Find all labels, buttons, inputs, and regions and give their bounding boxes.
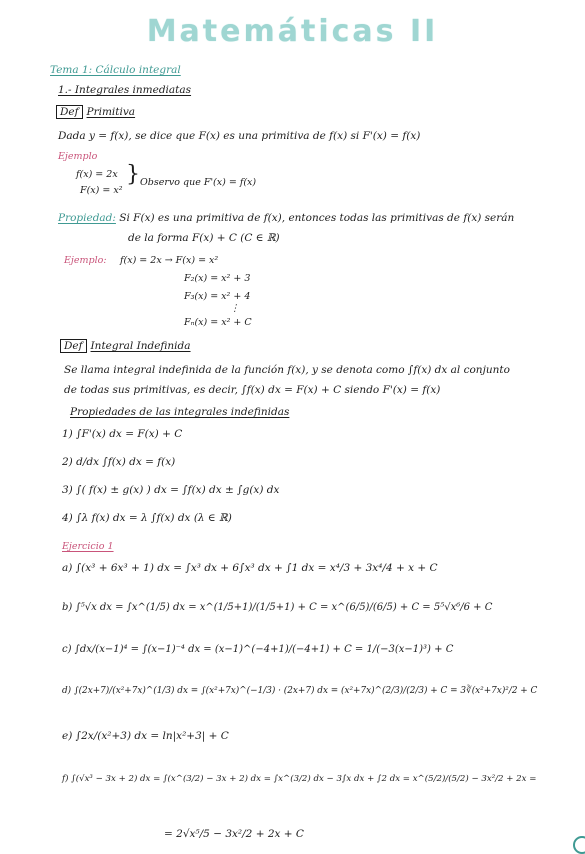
ejercicio-d: d) ∫(2x+7)/(x²+7x)^(1/3) dx = ∫(x²+7x)^(−1/3) · (2x+7) dx = (x²+7x)^(2/3)/(2/3) + C = 3∛(x²+7x)²/2 + C [62, 686, 538, 696]
propiedad-item-2: 2) d/dx ∫f(x) dx = f(x) [62, 456, 176, 468]
ejercicio-c: c) ∫dx/(x−1)⁴ = ∫(x−1)⁻⁴ dx = (x−1)^(−4+1)/(−4+1) + C = 1/(−3(x−1)³) + C [62, 644, 454, 655]
ejercicio-f-final: = 2√x⁵/5 − 3x²/2 + 2x + C [164, 828, 304, 840]
propiedad-line-1 [58, 212, 514, 225]
def2-heading: Integral Indefinida [90, 340, 191, 352]
propiedad-label: Propiedad: [58, 212, 116, 224]
ejemplo2-line-3: F₃(x) = x² + 4 [184, 291, 251, 302]
propiedad-text-1: Si F(x) es una primitiva de f(x), entonces todas las primitivas de f(x) serán [119, 212, 515, 224]
def-tag: Def [56, 105, 83, 119]
def-primitiva [56, 106, 135, 119]
propiedad-text-2: de la forma F(x) + C (C ∈ ℝ) [128, 232, 280, 244]
brace-icon: } [126, 162, 140, 187]
ejemplo-label: Ejemplo [58, 151, 98, 162]
ejercicio-b: b) ∫⁵√x dx = ∫x^(1/5) dx = x^(1/5+1)/(1/5+1) + C = x^(6/5)/(6/5) + C = 5⁵√x⁶/6 + C [62, 602, 493, 613]
ejemplo-F: F(x) = x² [80, 185, 123, 196]
corner-circle-icon [573, 836, 585, 854]
propiedad-item-4: 4) ∫λ f(x) dx = λ ∫f(x) dx (λ ∈ ℝ) [62, 512, 232, 524]
ejemplo-f: f(x) = 2x [76, 169, 118, 180]
propiedades-heading: Propiedades de las integrales indefinidas [70, 406, 290, 418]
ejemplo-obs: Observo que F'(x) = f(x) [140, 177, 257, 188]
ejercicio-label: Ejercicio 1 [62, 541, 114, 552]
ejemplo2-line-4: Fₙ(x) = x² + C [184, 317, 252, 328]
def-integral-indefinida [60, 340, 191, 353]
tema-heading: Tema 1: Cálculo integral [50, 64, 181, 76]
def2-tag: Def [60, 339, 87, 353]
ejemplo2-label: Ejemplo: [64, 255, 107, 266]
ejemplo2-line-2: F₂(x) = x² + 3 [184, 273, 251, 284]
propiedad-item-3: 3) ∫( f(x) ± g(x) ) dx = ∫f(x) dx ± ∫g(x) dx [62, 484, 280, 496]
ejemplo2-dots: ⋮ [230, 303, 240, 314]
ejercicio-a: a) ∫(x³ + 6x³ + 1) dx = ∫x³ dx + 6∫x³ dx + ∫1 dx = x⁴/3 + 3x⁴/4 + x + C [62, 562, 438, 574]
ejemplo2-line-1: f(x) = 2x → F(x) = x² [120, 255, 219, 266]
page-title: Matemáticas II [146, 14, 439, 49]
def-heading: Primitiva [86, 106, 136, 118]
section-heading: 1.- Integrales inmediatas [58, 84, 192, 96]
dada-line: Dada y = f(x), se dice que F(x) es una primitiva de f(x) si F'(x) = f(x) [58, 130, 421, 142]
ejercicio-e: e) ∫2x/(x²+3) dx = ln|x²+3| + C [62, 730, 229, 742]
indefinida-text-2: de todas sus primitivas, es decir, ∫f(x) dx = F(x) + C siendo F'(x) = f(x) [64, 384, 441, 396]
indefinida-text-1: Se llama integral indefinida de la función f(x), y se denota como ∫f(x) dx al conjunto [64, 364, 510, 376]
propiedad-item-1: 1) ∫F'(x) dx = F(x) + C [62, 428, 183, 440]
ejercicio-f: f) ∫(√x³ − 3x + 2) dx = ∫(x^(3/2) − 3x + 2) dx = ∫x^(3/2) dx − 3∫x dx + ∫2 dx = x^(5/2)/(5/2) − 3x²/2 + 2x = [62, 774, 537, 784]
